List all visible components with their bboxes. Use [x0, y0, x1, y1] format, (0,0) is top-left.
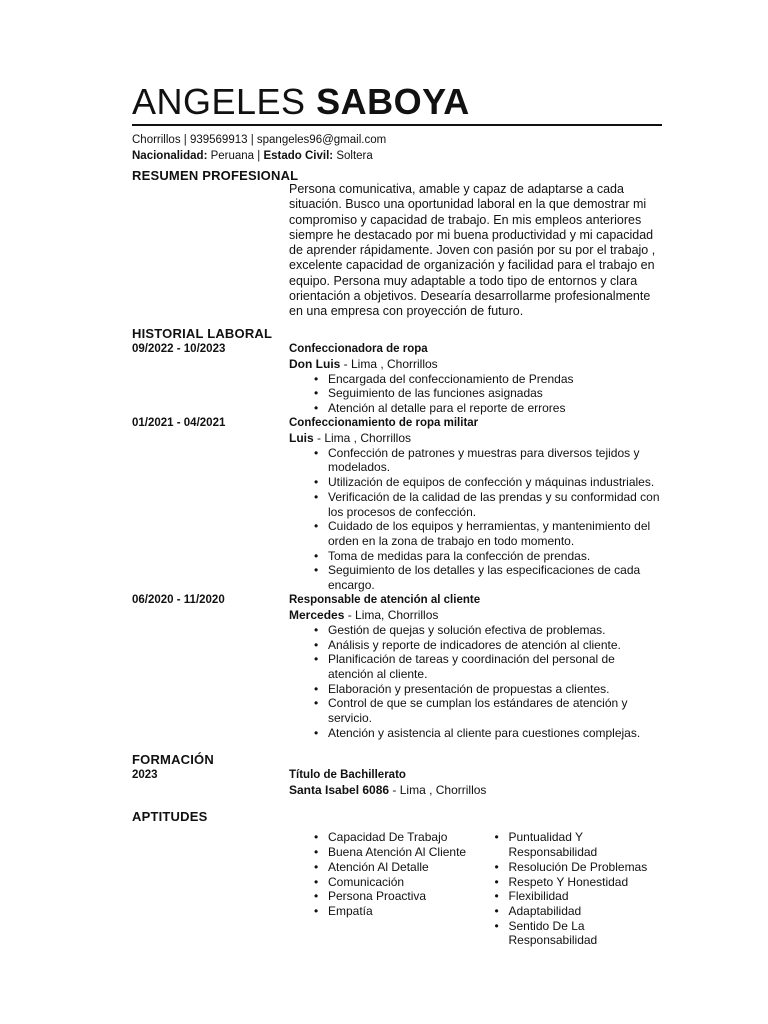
skill-item: • Atención Al Detalle: [328, 860, 482, 875]
education-entry: [132, 768, 662, 798]
resume-page: [132, 80, 662, 948]
job-title: Confeccionadora de ropa: [289, 342, 428, 355]
job-entry: [132, 416, 662, 593]
job-company: Mercedes: [289, 607, 345, 622]
job-bullets: [289, 372, 662, 416]
civil-status-label: Estado Civil:: [263, 150, 334, 162]
job-bullet-item: • Atención y asistencia al cliente para cuestiones complejas.: [328, 726, 662, 741]
job-title: Confeccionamiento de ropa militar: [289, 416, 479, 429]
job-location: - Lima, Chorrillos: [344, 607, 439, 622]
skills-column-1: [289, 830, 482, 948]
job-bullet-item: • Planificación de tareas y coordinación del personal de atención al cliente.: [328, 652, 662, 681]
skill-item: • Resolución De Problemas: [509, 860, 663, 875]
job-list: [132, 342, 662, 741]
job-bullets: [289, 446, 662, 593]
job-company-line: [289, 431, 662, 446]
job-title: Responsable de atención al cliente: [289, 593, 481, 606]
job-bullet-item: • Verificación de la calidad de las prendas y su conformidad con los procesos de confección.: [328, 490, 662, 519]
summary-title: RESUMEN PROFESIONAL: [132, 168, 299, 183]
job-bullet-item: • Control de que se cumplan los estándares de atención y servicio.: [328, 696, 662, 725]
job-bullet-item: • Atención al detalle para el reporte de errores: [328, 401, 662, 416]
job-company: Luis: [289, 430, 314, 445]
job-dates: 06/2020 - 11/2020: [132, 593, 225, 606]
skills-title: APTITUDES: [132, 809, 208, 825]
job-company-line: [289, 608, 662, 623]
skill-item: • Persona Proactiva: [328, 889, 482, 904]
job-bullet-item: • Seguimiento de las funciones asignadas: [328, 386, 662, 401]
skill-item: • Adaptabilidad: [509, 904, 663, 919]
job-entry: [132, 342, 662, 416]
job-dates: 09/2022 - 10/2023: [132, 342, 226, 355]
skill-item: • Capacidad De Trabajo: [328, 830, 482, 845]
education-location: - Lima , Chorrillos: [389, 783, 487, 798]
nationality-value: Peruana |: [207, 150, 264, 162]
job-location: - Lima , Chorrillos: [313, 430, 412, 445]
skill-item: • Flexibilidad: [509, 889, 663, 904]
job-bullet-item: • Toma de medidas para la confección de prendas.: [328, 549, 662, 564]
civil-status-value: Soltera: [333, 150, 373, 162]
education-year: 2023: [132, 769, 158, 782]
job-bullets: [289, 623, 662, 741]
contact-line: Chorrillos | 939569913 | spangeles96@gmail.com: [132, 134, 387, 146]
summary-text: Persona comunicativa, amable y capaz de adaptarse a cada situación. Busco una oportunidad laboral en la que demostrar mi compromiso y capacidad de trabajo. En mis empleos anteriores siempre he destacado por mi buena productividad y mi capacidad de aprender rápidamente. Joven con pasión por su por el trabajo , excelente capacidad de organización y facilidad para el trabajo en equipo. Persona muy adaptable a todo tipo de entornos y clara orientación a objetivos. Desearía desarrollarme profesionalmente en una empresa con proyección de futuro.: [289, 182, 656, 319]
skills-section: [132, 830, 662, 948]
job-bullet-item: • Análisis y reporte de indicadores de atención al cliente.: [328, 638, 662, 653]
first-name: ANGELES: [132, 81, 306, 122]
job-bullet-item: • Cuidado de los equipos y herramientas, y mantenimiento del orden en la zona de trabajo en todo momento.: [328, 519, 662, 548]
education-school-line: [289, 783, 662, 798]
skills-column-2: [482, 830, 663, 948]
job-company: Don Luis: [289, 356, 341, 371]
last-name: SABOYA: [316, 81, 470, 122]
job-bullet-item: • Seguimiento de los detalles y las especificaciones de cada encargo.: [328, 563, 662, 592]
education-degree: Título de Bachillerato: [289, 769, 406, 782]
job-bullet-item: • Elaboración y presentación de propuestas a clientes.: [328, 682, 662, 697]
skill-item: • Sentido De La Responsabilidad: [509, 919, 663, 948]
skill-item: • Respeto Y Honestidad: [509, 875, 663, 890]
job-entry: [132, 593, 662, 741]
education-title: FORMACIÓN: [132, 752, 214, 768]
history-title: HISTORIAL LABORAL: [132, 325, 273, 341]
education-school: Santa Isabel 6086: [289, 783, 390, 798]
job-company-line: [289, 357, 662, 372]
personal-info-line: [132, 148, 662, 164]
skill-item: • Comunicación: [328, 875, 482, 890]
skill-item: • Empatía: [328, 904, 482, 919]
nationality-label: Nacionalidad:: [132, 150, 208, 162]
job-bullet-item: • Encargada del confeccionamiento de Prendas: [328, 372, 662, 387]
job-bullet-item: • Confección de patrones y muestras para diversos tejidos y modelados.: [328, 446, 662, 475]
skill-item: • Buena Atención Al Cliente: [328, 845, 482, 860]
job-location: - Lima , Chorrillos: [340, 356, 438, 371]
candidate-name: [132, 80, 662, 124]
skill-item: • Puntualidad Y Responsabilidad: [509, 830, 663, 859]
summary-section: [132, 184, 662, 320]
job-bullet-item: • Gestión de quejas y solución efectiva de problemas.: [328, 623, 662, 638]
job-bullet-item: • Utilización de equipos de confección y máquinas industriales.: [328, 475, 662, 490]
job-dates: 01/2021 - 04/2021: [132, 416, 226, 429]
header-divider: [132, 124, 662, 126]
